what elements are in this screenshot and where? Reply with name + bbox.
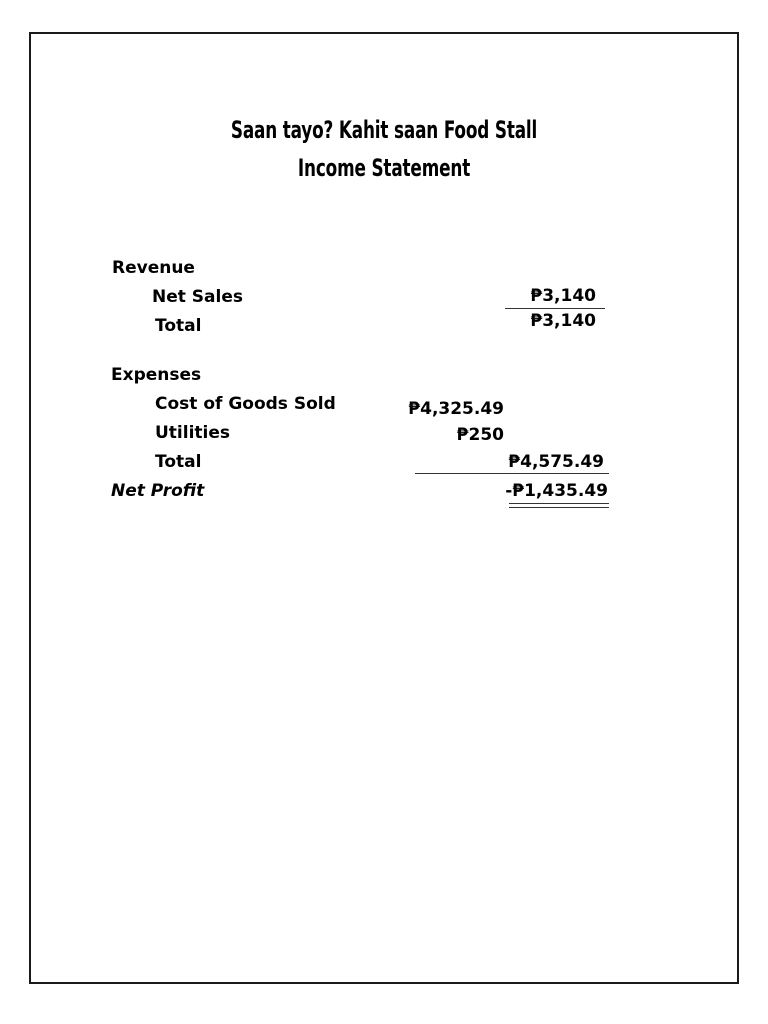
expenses-heading: Expenses: [111, 365, 202, 385]
document-title: Saan tayo? Kahit saan Food Stall: [230, 116, 538, 144]
expenses-total-value: ₱4,575.49: [508, 452, 604, 472]
net-sales-value: ₱3,140: [530, 286, 596, 306]
net-profit-label: Net Profit: [111, 481, 205, 501]
cogs-value: ₱4,325.49: [408, 399, 504, 419]
expenses-total-label: Total: [155, 452, 202, 472]
revenue-total-value: ₱3,140: [530, 311, 596, 331]
net-profit-value: -₱1,435.49: [505, 481, 608, 501]
revenue-total-label: Total: [155, 316, 202, 336]
net-profit-double-rule: [509, 503, 609, 508]
utilities-value: ₱250: [456, 425, 504, 445]
net-sales-label: Net Sales: [152, 287, 243, 307]
utilities-label: Utilities: [155, 423, 231, 443]
expenses-subtotal-rule: [415, 473, 609, 474]
revenue-subtotal-rule: [505, 308, 605, 309]
cogs-label: Cost of Goods Sold: [155, 394, 336, 414]
revenue-heading: Revenue: [112, 258, 195, 278]
document-subtitle: Income Statement: [297, 154, 471, 182]
